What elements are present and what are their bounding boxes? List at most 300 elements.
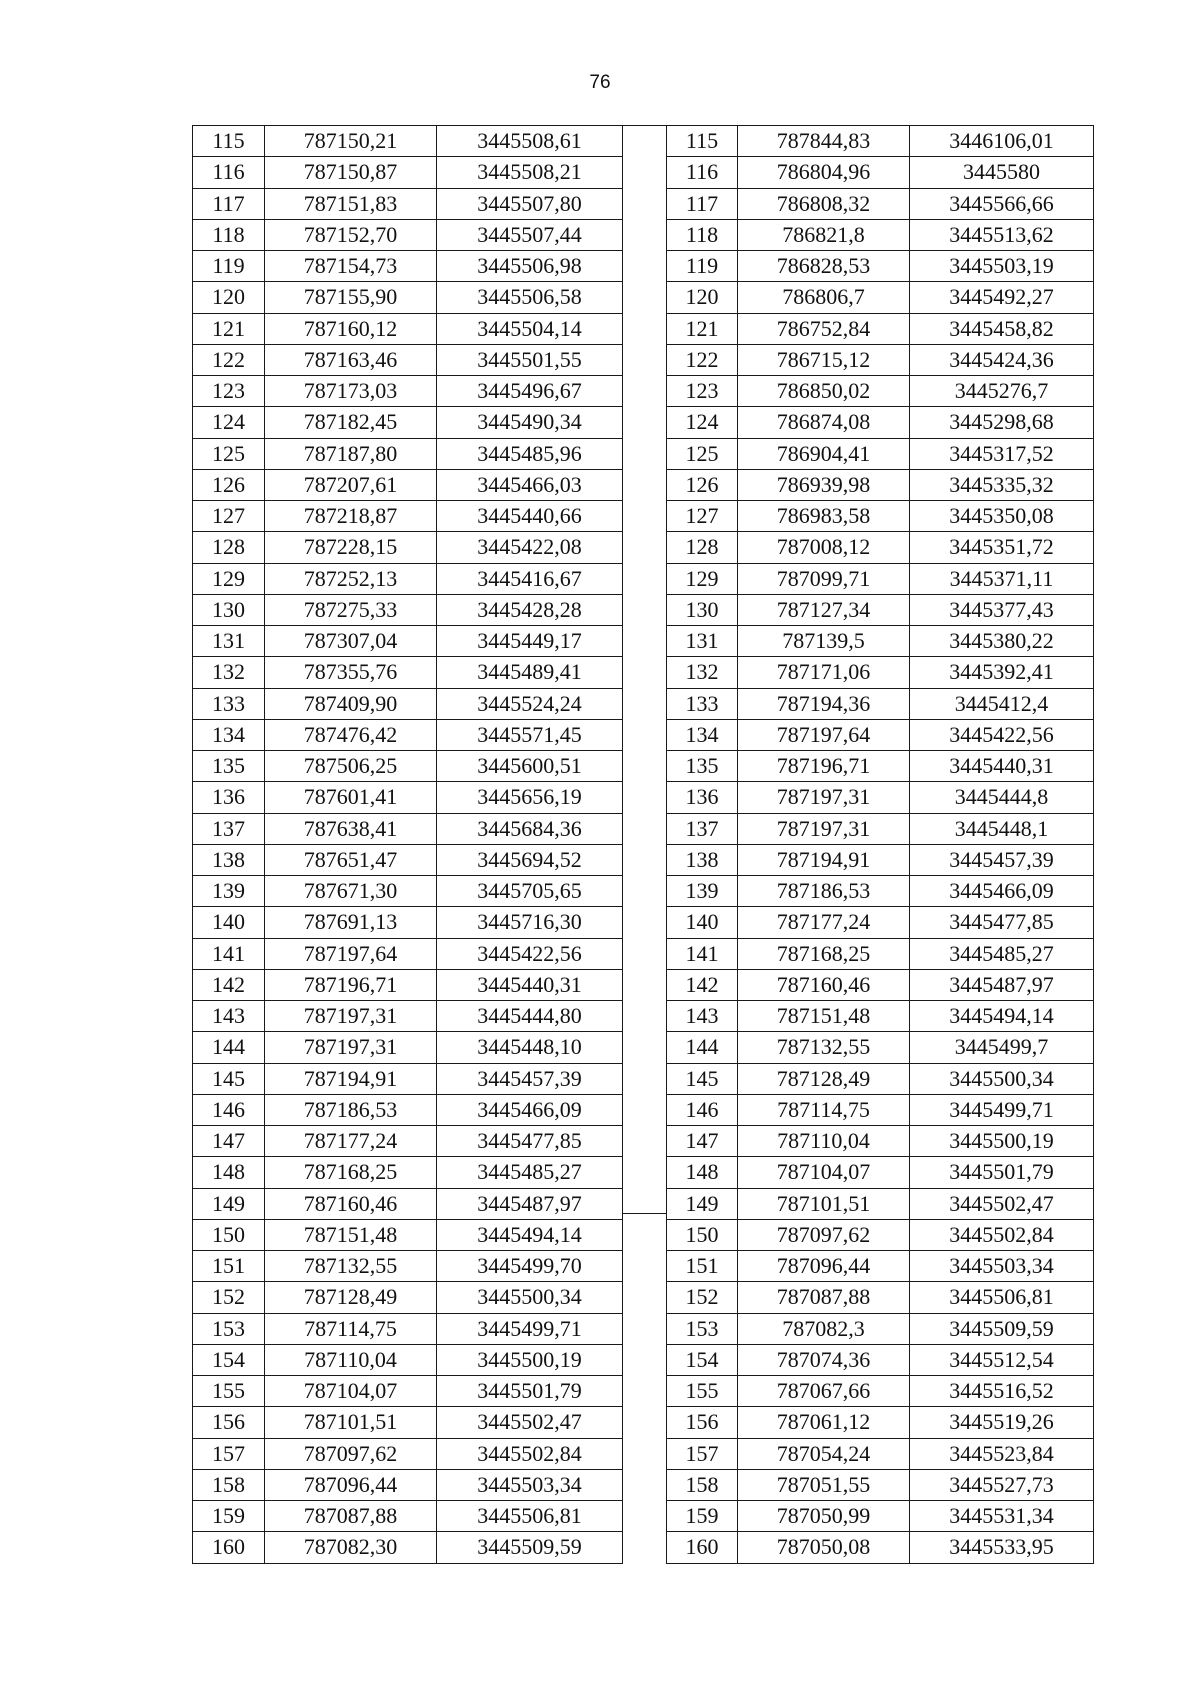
x-coordinate-cell: 787082,30: [265, 1532, 437, 1563]
point-number-cell: 141: [667, 938, 738, 969]
point-number-cell: 146: [193, 1094, 265, 1125]
x-coordinate-cell: 787114,75: [265, 1313, 437, 1344]
y-coordinate-cell: 3445457,39: [437, 1063, 623, 1094]
table-row: [193, 1251, 623, 1282]
point-number-cell: 136: [667, 782, 738, 813]
point-number-cell: 117: [667, 188, 738, 219]
table-row: [193, 1219, 623, 1250]
point-number-cell: 152: [667, 1282, 738, 1313]
x-coordinate-cell: 787151,83: [265, 188, 437, 219]
x-coordinate-cell: 787197,31: [738, 813, 910, 844]
table-row: [193, 126, 623, 157]
table-row: [193, 782, 623, 813]
x-coordinate-cell: 787104,07: [738, 1157, 910, 1188]
y-coordinate-cell: 3445448,1: [910, 813, 1094, 844]
y-coordinate-cell: 3445503,19: [910, 251, 1094, 282]
x-coordinate-cell: 787087,88: [265, 1501, 437, 1532]
table-row: [667, 657, 1094, 688]
point-number-cell: 127: [667, 501, 738, 532]
x-coordinate-cell: 787097,62: [265, 1438, 437, 1469]
table-row: [667, 1532, 1094, 1563]
table-row: [193, 1126, 623, 1157]
point-number-cell: 116: [667, 157, 738, 188]
y-coordinate-cell: 3445440,31: [910, 751, 1094, 782]
x-coordinate-cell: 787194,91: [265, 1063, 437, 1094]
y-coordinate-cell: 3445500,34: [437, 1282, 623, 1313]
y-coordinate-cell: 3445335,32: [910, 469, 1094, 500]
y-coordinate-cell: 3445523,84: [910, 1438, 1094, 1469]
y-coordinate-cell: 3445444,8: [910, 782, 1094, 813]
x-coordinate-cell: 787173,03: [265, 376, 437, 407]
y-coordinate-cell: 3445509,59: [437, 1532, 623, 1563]
table-row: [193, 876, 623, 907]
x-coordinate-cell: 787197,31: [265, 1001, 437, 1032]
y-coordinate-cell: 3445351,72: [910, 532, 1094, 563]
table-row: [193, 1094, 623, 1125]
x-coordinate-cell: 787196,71: [265, 969, 437, 1000]
point-number-cell: 149: [193, 1188, 265, 1219]
point-number-cell: 120: [667, 282, 738, 313]
table-row: [193, 1344, 623, 1375]
table-row: [667, 532, 1094, 563]
point-number-cell: 160: [193, 1532, 265, 1563]
y-coordinate-cell: 3445527,73: [910, 1469, 1094, 1500]
x-coordinate-cell: 787638,41: [265, 813, 437, 844]
x-coordinate-cell: 787096,44: [738, 1251, 910, 1282]
table-row: [667, 126, 1094, 157]
x-coordinate-cell: 787139,5: [738, 626, 910, 657]
table-row: [193, 1407, 623, 1438]
table-row: [667, 1407, 1094, 1438]
y-coordinate-cell: 3445496,67: [437, 376, 623, 407]
table-row: [667, 813, 1094, 844]
table-row: [193, 969, 623, 1000]
x-coordinate-cell: 787197,64: [738, 719, 910, 750]
table-row: [193, 844, 623, 875]
table-row: [667, 1063, 1094, 1094]
x-coordinate-cell: 787061,12: [738, 1407, 910, 1438]
table-row: [667, 1126, 1094, 1157]
y-coordinate-cell: 3445492,27: [910, 282, 1094, 313]
coordinates-table-right-body: [667, 126, 1094, 1564]
x-coordinate-cell: 787082,3: [738, 1313, 910, 1344]
point-number-cell: 129: [193, 563, 265, 594]
x-coordinate-cell: 787114,75: [738, 1094, 910, 1125]
table-gap-divider-top: [622, 125, 666, 126]
point-number-cell: 156: [667, 1407, 738, 1438]
point-number-cell: 152: [193, 1282, 265, 1313]
point-number-cell: 159: [193, 1501, 265, 1532]
x-coordinate-cell: 787186,53: [738, 876, 910, 907]
table-row: [667, 219, 1094, 250]
table-row: [193, 1469, 623, 1500]
x-coordinate-cell: 787177,24: [265, 1126, 437, 1157]
y-coordinate-cell: 3445440,66: [437, 501, 623, 532]
point-number-cell: 140: [193, 907, 265, 938]
table-row: [667, 907, 1094, 938]
x-coordinate-cell: 787067,66: [738, 1376, 910, 1407]
x-coordinate-cell: 787252,13: [265, 563, 437, 594]
y-coordinate-cell: 3445506,98: [437, 251, 623, 282]
table-row: [667, 688, 1094, 719]
x-coordinate-cell: 787150,87: [265, 157, 437, 188]
table-row: [193, 1313, 623, 1344]
x-coordinate-cell: 787171,06: [738, 657, 910, 688]
x-coordinate-cell: 787128,49: [738, 1063, 910, 1094]
x-coordinate-cell: 787601,41: [265, 782, 437, 813]
y-coordinate-cell: 3445502,47: [437, 1407, 623, 1438]
point-number-cell: 158: [667, 1469, 738, 1500]
y-coordinate-cell: 3445502,84: [437, 1438, 623, 1469]
table-row: [193, 1032, 623, 1063]
table-row: [193, 469, 623, 500]
table-row: [667, 376, 1094, 407]
y-coordinate-cell: 3445466,03: [437, 469, 623, 500]
point-number-cell: 155: [193, 1376, 265, 1407]
y-coordinate-cell: 3445504,14: [437, 313, 623, 344]
x-coordinate-cell: 787054,24: [738, 1438, 910, 1469]
table-row: [667, 157, 1094, 188]
y-coordinate-cell: 3445516,52: [910, 1376, 1094, 1407]
table-row: [667, 344, 1094, 375]
y-coordinate-cell: 3445466,09: [437, 1094, 623, 1125]
table-row: [193, 907, 623, 938]
x-coordinate-cell: 787228,15: [265, 532, 437, 563]
y-coordinate-cell: 3445499,71: [910, 1094, 1094, 1125]
table-row: [667, 469, 1094, 500]
point-number-cell: 121: [193, 313, 265, 344]
table-row: [667, 1001, 1094, 1032]
point-number-cell: 142: [667, 969, 738, 1000]
point-number-cell: 148: [193, 1157, 265, 1188]
point-number-cell: 135: [193, 751, 265, 782]
y-coordinate-cell: 3445412,4: [910, 688, 1094, 719]
point-number-cell: 123: [667, 376, 738, 407]
x-coordinate-cell: 787197,64: [265, 938, 437, 969]
y-coordinate-cell: 3445513,62: [910, 219, 1094, 250]
table-row: [193, 1063, 623, 1094]
point-number-cell: 142: [193, 969, 265, 1000]
table-row: [193, 1157, 623, 1188]
point-number-cell: 153: [193, 1313, 265, 1344]
x-coordinate-cell: 787132,55: [738, 1032, 910, 1063]
table-row: [667, 1501, 1094, 1532]
point-number-cell: 151: [667, 1251, 738, 1282]
y-coordinate-cell: 3445502,47: [910, 1188, 1094, 1219]
y-coordinate-cell: 3445477,85: [437, 1126, 623, 1157]
x-coordinate-cell: 787168,25: [738, 938, 910, 969]
x-coordinate-cell: 787196,71: [738, 751, 910, 782]
table-row: [667, 969, 1094, 1000]
x-coordinate-cell: 787096,44: [265, 1469, 437, 1500]
table-row: [193, 438, 623, 469]
point-number-cell: 136: [193, 782, 265, 813]
table-row: [667, 1188, 1094, 1219]
y-coordinate-cell: 3445276,7: [910, 376, 1094, 407]
coordinates-table-left: [192, 125, 623, 1564]
coordinates-table-left-body: [193, 126, 623, 1564]
x-coordinate-cell: 787050,08: [738, 1532, 910, 1563]
x-coordinate-cell: 787097,62: [738, 1219, 910, 1250]
y-coordinate-cell: 3445487,97: [910, 969, 1094, 1000]
table-row: [193, 407, 623, 438]
point-number-cell: 133: [667, 688, 738, 719]
y-coordinate-cell: 3445499,7: [910, 1032, 1094, 1063]
x-coordinate-cell: 787154,73: [265, 251, 437, 282]
x-coordinate-cell: 787008,12: [738, 532, 910, 563]
x-coordinate-cell: 787476,42: [265, 719, 437, 750]
y-coordinate-cell: 3445501,55: [437, 344, 623, 375]
point-number-cell: 126: [193, 469, 265, 500]
x-coordinate-cell: 786804,96: [738, 157, 910, 188]
point-number-cell: 126: [667, 469, 738, 500]
y-coordinate-cell: 3445506,81: [910, 1282, 1094, 1313]
table-row: [667, 1032, 1094, 1063]
table-row: [667, 626, 1094, 657]
table-row: [667, 313, 1094, 344]
x-coordinate-cell: 787128,49: [265, 1282, 437, 1313]
x-coordinate-cell: 787110,04: [265, 1344, 437, 1375]
y-coordinate-cell: 3445524,24: [437, 688, 623, 719]
point-number-cell: 128: [193, 532, 265, 563]
x-coordinate-cell: 787160,46: [265, 1188, 437, 1219]
table-row: [667, 1157, 1094, 1188]
point-number-cell: 119: [193, 251, 265, 282]
y-coordinate-cell: 3445503,34: [910, 1251, 1094, 1282]
y-coordinate-cell: 3445509,59: [910, 1313, 1094, 1344]
x-coordinate-cell: 787087,88: [738, 1282, 910, 1313]
x-coordinate-cell: 787050,99: [738, 1501, 910, 1532]
y-coordinate-cell: 3445508,61: [437, 126, 623, 157]
y-coordinate-cell: 3445424,36: [910, 344, 1094, 375]
x-coordinate-cell: 786828,53: [738, 251, 910, 282]
x-coordinate-cell: 787101,51: [265, 1407, 437, 1438]
point-number-cell: 132: [193, 657, 265, 688]
table-row: [193, 1188, 623, 1219]
point-number-cell: 130: [667, 594, 738, 625]
point-number-cell: 121: [667, 313, 738, 344]
y-coordinate-cell: 3445519,26: [910, 1407, 1094, 1438]
y-coordinate-cell: 3445392,41: [910, 657, 1094, 688]
point-number-cell: 150: [193, 1219, 265, 1250]
x-coordinate-cell: 787307,04: [265, 626, 437, 657]
point-number-cell: 147: [667, 1126, 738, 1157]
y-coordinate-cell: 3445466,09: [910, 876, 1094, 907]
y-coordinate-cell: 3445422,08: [437, 532, 623, 563]
y-coordinate-cell: 3445500,19: [910, 1126, 1094, 1157]
table-row: [667, 1376, 1094, 1407]
point-number-cell: 133: [193, 688, 265, 719]
y-coordinate-cell: 3445350,08: [910, 501, 1094, 532]
x-coordinate-cell: 787177,24: [738, 907, 910, 938]
point-number-cell: 138: [193, 844, 265, 875]
y-coordinate-cell: 3445428,28: [437, 594, 623, 625]
x-coordinate-cell: 787155,90: [265, 282, 437, 313]
table-row: [667, 938, 1094, 969]
y-coordinate-cell: 3445485,27: [437, 1157, 623, 1188]
table-row: [667, 501, 1094, 532]
y-coordinate-cell: 3445458,82: [910, 313, 1094, 344]
table-row: [193, 1376, 623, 1407]
table-row: [193, 219, 623, 250]
point-number-cell: 150: [667, 1219, 738, 1250]
x-coordinate-cell: 786983,58: [738, 501, 910, 532]
y-coordinate-cell: 3445380,22: [910, 626, 1094, 657]
y-coordinate-cell: 3445500,34: [910, 1063, 1094, 1094]
x-coordinate-cell: 787197,31: [265, 1032, 437, 1063]
table-row: [193, 1438, 623, 1469]
x-coordinate-cell: 787127,34: [738, 594, 910, 625]
x-coordinate-cell: 787151,48: [738, 1001, 910, 1032]
x-coordinate-cell: 787182,45: [265, 407, 437, 438]
y-coordinate-cell: 3445600,51: [437, 751, 623, 782]
point-number-cell: 131: [193, 626, 265, 657]
table-row: [193, 1532, 623, 1563]
y-coordinate-cell: 3445422,56: [437, 938, 623, 969]
y-coordinate-cell: 3445694,52: [437, 844, 623, 875]
x-coordinate-cell: 786715,12: [738, 344, 910, 375]
y-coordinate-cell: 3445580: [910, 157, 1094, 188]
x-coordinate-cell: 787186,53: [265, 1094, 437, 1125]
y-coordinate-cell: 3445499,71: [437, 1313, 623, 1344]
table-row: [193, 344, 623, 375]
table-row: [667, 1344, 1094, 1375]
y-coordinate-cell: 3445716,30: [437, 907, 623, 938]
x-coordinate-cell: 787194,36: [738, 688, 910, 719]
point-number-cell: 153: [667, 1313, 738, 1344]
point-number-cell: 132: [667, 657, 738, 688]
table-row: [667, 594, 1094, 625]
point-number-cell: 160: [667, 1532, 738, 1563]
y-coordinate-cell: 3445566,66: [910, 188, 1094, 219]
y-coordinate-cell: 3445684,36: [437, 813, 623, 844]
y-coordinate-cell: 3445506,58: [437, 282, 623, 313]
table-row: [667, 1282, 1094, 1313]
y-coordinate-cell: 3445501,79: [910, 1157, 1094, 1188]
point-number-cell: 149: [667, 1188, 738, 1219]
point-number-cell: 145: [667, 1063, 738, 1094]
point-number-cell: 129: [667, 563, 738, 594]
x-coordinate-cell: 787160,12: [265, 313, 437, 344]
point-number-cell: 140: [667, 907, 738, 938]
y-coordinate-cell: 3445512,54: [910, 1344, 1094, 1375]
y-coordinate-cell: 3445485,96: [437, 438, 623, 469]
x-coordinate-cell: 787671,30: [265, 876, 437, 907]
point-number-cell: 148: [667, 1157, 738, 1188]
point-number-cell: 125: [667, 438, 738, 469]
point-number-cell: 120: [193, 282, 265, 313]
page-number: 76: [589, 72, 611, 93]
table-row: [193, 532, 623, 563]
table-row: [193, 251, 623, 282]
x-coordinate-cell: 786752,84: [738, 313, 910, 344]
y-coordinate-cell: 3445440,31: [437, 969, 623, 1000]
table-row: [667, 563, 1094, 594]
table-gap-divider-mid: [622, 1213, 666, 1214]
table-row: [193, 376, 623, 407]
point-number-cell: 135: [667, 751, 738, 782]
table-row: [667, 1313, 1094, 1344]
point-number-cell: 156: [193, 1407, 265, 1438]
y-coordinate-cell: 3445298,68: [910, 407, 1094, 438]
table-row: [667, 719, 1094, 750]
point-number-cell: 147: [193, 1126, 265, 1157]
y-coordinate-cell: 3445507,80: [437, 188, 623, 219]
x-coordinate-cell: 786874,08: [738, 407, 910, 438]
point-number-cell: 157: [193, 1438, 265, 1469]
y-coordinate-cell: 3445508,21: [437, 157, 623, 188]
table-row: [667, 1438, 1094, 1469]
y-coordinate-cell: 3445507,44: [437, 219, 623, 250]
table-row: [193, 563, 623, 594]
x-coordinate-cell: 787506,25: [265, 751, 437, 782]
point-number-cell: 139: [193, 876, 265, 907]
y-coordinate-cell: 3445487,97: [437, 1188, 623, 1219]
table-row: [193, 657, 623, 688]
y-coordinate-cell: 3445494,14: [910, 1001, 1094, 1032]
point-number-cell: 144: [667, 1032, 738, 1063]
y-coordinate-cell: 3445422,56: [910, 719, 1094, 750]
point-number-cell: 125: [193, 438, 265, 469]
table-row: [193, 938, 623, 969]
y-coordinate-cell: 3445531,34: [910, 1501, 1094, 1532]
x-coordinate-cell: 787218,87: [265, 501, 437, 532]
y-coordinate-cell: 3445317,52: [910, 438, 1094, 469]
y-coordinate-cell: 3445448,10: [437, 1032, 623, 1063]
table-row: [193, 1501, 623, 1532]
point-number-cell: 157: [667, 1438, 738, 1469]
point-number-cell: 124: [193, 407, 265, 438]
x-coordinate-cell: 787187,80: [265, 438, 437, 469]
x-coordinate-cell: 787110,04: [738, 1126, 910, 1157]
point-number-cell: 117: [193, 188, 265, 219]
table-row: [193, 157, 623, 188]
point-number-cell: 118: [667, 219, 738, 250]
table-row: [193, 626, 623, 657]
point-number-cell: 154: [667, 1344, 738, 1375]
x-coordinate-cell: 787150,21: [265, 126, 437, 157]
table-row: [667, 282, 1094, 313]
y-coordinate-cell: 3445485,27: [910, 938, 1094, 969]
point-number-cell: 155: [667, 1376, 738, 1407]
point-number-cell: 122: [193, 344, 265, 375]
point-number-cell: 143: [667, 1001, 738, 1032]
point-number-cell: 124: [667, 407, 738, 438]
y-coordinate-cell: 3445457,39: [910, 844, 1094, 875]
table-row: [667, 876, 1094, 907]
y-coordinate-cell: 3446106,01: [910, 126, 1094, 157]
point-number-cell: 131: [667, 626, 738, 657]
y-coordinate-cell: 3445444,80: [437, 1001, 623, 1032]
point-number-cell: 141: [193, 938, 265, 969]
point-number-cell: 115: [193, 126, 265, 157]
table-row: [193, 813, 623, 844]
y-coordinate-cell: 3445490,34: [437, 407, 623, 438]
y-coordinate-cell: 3445501,79: [437, 1376, 623, 1407]
point-number-cell: 118: [193, 219, 265, 250]
table-row: [667, 438, 1094, 469]
table-row: [193, 1001, 623, 1032]
table-row: [667, 251, 1094, 282]
y-coordinate-cell: 3445449,17: [437, 626, 623, 657]
x-coordinate-cell: 787152,70: [265, 219, 437, 250]
y-coordinate-cell: 3445506,81: [437, 1501, 623, 1532]
point-number-cell: 138: [667, 844, 738, 875]
table-row: [193, 188, 623, 219]
x-coordinate-cell: 787194,91: [738, 844, 910, 875]
point-number-cell: 116: [193, 157, 265, 188]
point-number-cell: 151: [193, 1251, 265, 1282]
